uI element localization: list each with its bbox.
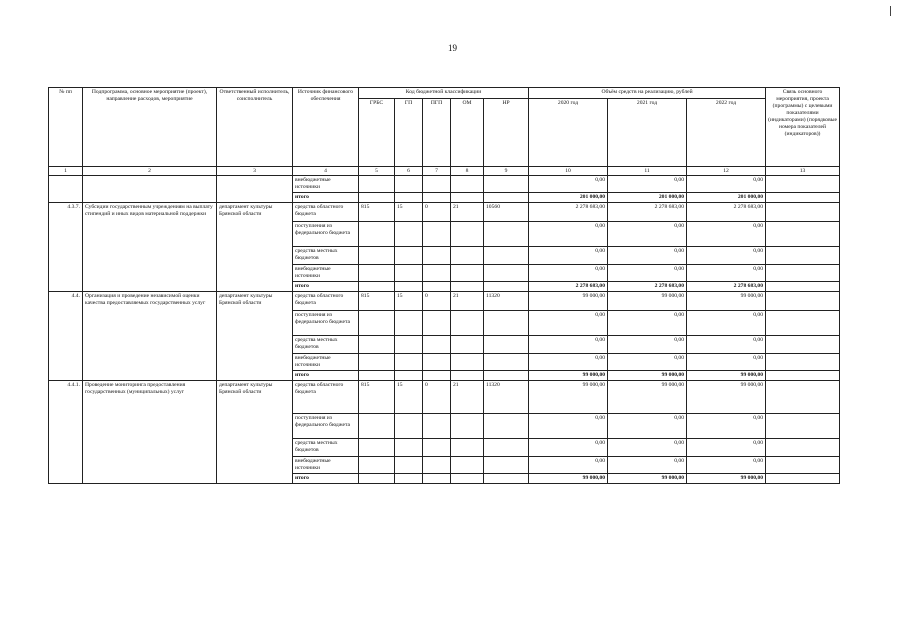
amount-cell: 2 278 683,00 <box>608 203 687 222</box>
amount-cell: 0,00 <box>529 457 608 474</box>
code-cell <box>395 336 423 354</box>
amount-cell: 0,00 <box>608 414 687 439</box>
link-cell <box>766 474 840 484</box>
source-cell: средства областного бюджета <box>293 381 359 414</box>
source-cell: средства областного бюджета <box>293 292 359 311</box>
link-cell <box>766 282 840 292</box>
code-cell <box>423 439 451 457</box>
header-num: № пп <box>49 88 83 167</box>
code-cell <box>395 176 423 193</box>
col-number: 10 <box>529 167 608 176</box>
code-cell <box>484 354 529 371</box>
budget-table <box>48 87 840 484</box>
amount-cell: 99 000,00 <box>608 371 687 381</box>
code-cell <box>484 371 529 381</box>
amount-cell: 99 000,00 <box>529 292 608 311</box>
col-number: 5 <box>359 167 395 176</box>
amount-cell: 0,00 <box>608 457 687 474</box>
code-cell <box>395 371 423 381</box>
amount-cell: 0,00 <box>529 336 608 354</box>
code-cell <box>423 336 451 354</box>
link-cell <box>766 265 840 282</box>
amount-cell: 0,00 <box>687 311 766 336</box>
pgp-cell: 0 <box>423 292 451 311</box>
amount-cell: 99 000,00 <box>529 474 608 484</box>
code-cell <box>451 265 484 282</box>
col-number: 7 <box>423 167 451 176</box>
header-2022: 2022 год <box>687 99 766 167</box>
code-cell <box>451 222 484 247</box>
code-cell <box>395 222 423 247</box>
amount-cell: 0,00 <box>608 439 687 457</box>
col-number: 2 <box>83 167 217 176</box>
amount-cell: 0,00 <box>529 176 608 193</box>
amount-cell: 0,00 <box>608 222 687 247</box>
link-cell <box>766 371 840 381</box>
amount-cell: 0,00 <box>529 414 608 439</box>
source-cell: средства местных бюджетов <box>293 336 359 354</box>
num-cell <box>49 176 83 203</box>
grbs-cell: 815 <box>359 292 395 311</box>
code-cell <box>451 336 484 354</box>
header-gp: ГП <box>395 99 423 167</box>
source-cell: поступления из федерального бюджета <box>293 311 359 336</box>
code-cell <box>359 354 395 371</box>
code-cell <box>395 439 423 457</box>
col-number: 13 <box>766 167 840 176</box>
om-cell: 21 <box>451 381 484 414</box>
source-cell: итого <box>293 371 359 381</box>
code-cell <box>359 457 395 474</box>
om-cell: 21 <box>451 292 484 311</box>
source-cell: итого <box>293 282 359 292</box>
item-number: 4.4. <box>49 292 83 381</box>
code-cell <box>451 193 484 203</box>
code-cell <box>395 474 423 484</box>
link-cell <box>766 439 840 457</box>
code-cell <box>484 247 529 265</box>
code-cell <box>359 247 395 265</box>
np-cell: 10560 <box>484 203 529 222</box>
source-cell: внебюджетные источники <box>293 457 359 474</box>
code-cell <box>423 457 451 474</box>
code-cell <box>423 247 451 265</box>
pgp-cell: 0 <box>423 203 451 222</box>
amount-cell: 99 000,00 <box>529 371 608 381</box>
amount-cell: 0,00 <box>608 311 687 336</box>
gp-cell: 15 <box>395 381 423 414</box>
amount-cell: 99 000,00 <box>529 381 608 414</box>
item-name: Субсидии государственным учреждениям на выплату стипендий и иных видов материальной поддержки <box>83 203 217 292</box>
col-number: 9 <box>484 167 529 176</box>
table-row <box>49 381 840 414</box>
amount-cell: 0,00 <box>608 354 687 371</box>
amount-cell: 201 000,00 <box>529 193 608 203</box>
code-cell <box>451 354 484 371</box>
code-cell <box>359 439 395 457</box>
amount-cell: 99 000,00 <box>608 474 687 484</box>
code-cell <box>395 193 423 203</box>
link-cell <box>766 457 840 474</box>
amount-cell: 0,00 <box>529 265 608 282</box>
code-cell <box>395 457 423 474</box>
amount-cell: 99 000,00 <box>608 292 687 311</box>
code-cell <box>423 282 451 292</box>
code-cell <box>484 222 529 247</box>
source-cell: итого <box>293 193 359 203</box>
col-number: 8 <box>451 167 484 176</box>
item-name: Организация и проведение независимой оценки качества предоставляемых государственных услуг <box>83 292 217 381</box>
code-cell <box>423 193 451 203</box>
code-cell <box>484 176 529 193</box>
code-cell <box>395 247 423 265</box>
code-cell <box>451 474 484 484</box>
table-row <box>49 292 840 311</box>
np-cell: 11320 <box>484 381 529 414</box>
link-cell <box>766 193 840 203</box>
code-cell <box>484 265 529 282</box>
amount-cell: 0,00 <box>529 222 608 247</box>
col-number: 1 <box>49 167 83 176</box>
amount-cell: 99 000,00 <box>608 381 687 414</box>
header-2021: 2021 год <box>608 99 687 167</box>
code-cell <box>359 193 395 203</box>
link-cell <box>766 354 840 371</box>
code-cell <box>423 474 451 484</box>
amount-cell: 2 278 683,00 <box>529 282 608 292</box>
item-executor: департамент культуры Брянской области <box>217 203 293 292</box>
item-number: 4.4.1. <box>49 381 83 484</box>
scan-edge-mark <box>890 6 891 16</box>
source-cell: итого <box>293 474 359 484</box>
link-cell <box>766 311 840 336</box>
source-cell: внебюджетные источники <box>293 354 359 371</box>
code-cell <box>395 265 423 282</box>
link-cell <box>766 336 840 354</box>
amount-cell: 0,00 <box>608 336 687 354</box>
np-cell: 11320 <box>484 292 529 311</box>
code-cell <box>451 176 484 193</box>
table-row <box>49 176 840 193</box>
link-cell <box>766 292 840 311</box>
amount-cell: 0,00 <box>687 176 766 193</box>
amount-cell: 2 278 683,00 <box>687 282 766 292</box>
link-cell <box>766 176 840 193</box>
code-cell <box>451 311 484 336</box>
code-cell <box>451 457 484 474</box>
code-cell <box>451 414 484 439</box>
code-cell <box>423 176 451 193</box>
item-name: Проведение мониторинга предоставления государственных (муниципальных) услуг <box>83 381 217 484</box>
link-cell <box>766 203 840 222</box>
amount-cell: 201 000,00 <box>608 193 687 203</box>
code-cell <box>451 247 484 265</box>
code-cell <box>359 311 395 336</box>
code-cell <box>423 265 451 282</box>
code-cell <box>359 414 395 439</box>
amount-cell: 0,00 <box>608 247 687 265</box>
program-cell <box>83 176 217 203</box>
source-cell: поступления из федерального бюджета <box>293 414 359 439</box>
code-cell <box>359 265 395 282</box>
amount-cell: 0,00 <box>687 222 766 247</box>
code-cell <box>395 282 423 292</box>
amount-cell: 2 278 683,00 <box>529 203 608 222</box>
amount-cell: 0,00 <box>529 439 608 457</box>
column-number-row <box>49 167 840 176</box>
code-cell <box>451 439 484 457</box>
amount-cell: 99 000,00 <box>687 371 766 381</box>
code-cell <box>359 222 395 247</box>
code-cell <box>423 311 451 336</box>
source-cell: средства местных бюджетов <box>293 247 359 265</box>
amount-cell: 0,00 <box>687 247 766 265</box>
amount-cell: 0,00 <box>687 336 766 354</box>
gp-cell: 15 <box>395 292 423 311</box>
source-cell: внебюджетные источники <box>293 265 359 282</box>
amount-cell: 0,00 <box>687 354 766 371</box>
code-cell <box>484 193 529 203</box>
header-2020: 2020 год <box>529 99 608 167</box>
code-cell <box>484 414 529 439</box>
header-grbs: ГРБС <box>359 99 395 167</box>
amount-cell: 201 000,00 <box>687 193 766 203</box>
code-cell <box>395 354 423 371</box>
code-cell <box>423 414 451 439</box>
item-number: 4.3.7. <box>49 203 83 292</box>
amount-cell: 0,00 <box>608 176 687 193</box>
header-link: Связь основного мероприятия, проекта (программы) с целевыми показателями (индикаторами) (порядковые номера показателей (индикаторов)) <box>766 88 840 167</box>
amount-cell: 2 278 683,00 <box>687 203 766 222</box>
gp-cell: 15 <box>395 203 423 222</box>
amount-cell: 0,00 <box>687 439 766 457</box>
amount-cell: 99 000,00 <box>687 474 766 484</box>
code-cell <box>484 439 529 457</box>
code-cell <box>484 336 529 354</box>
amount-cell: 2 278 683,00 <box>608 282 687 292</box>
amount-cell: 99 000,00 <box>687 381 766 414</box>
amount-cell: 0,00 <box>687 457 766 474</box>
header-executor: Ответственный исполнитель, соисполнитель <box>217 88 293 167</box>
link-cell <box>766 414 840 439</box>
col-number: 12 <box>687 167 766 176</box>
code-cell <box>359 371 395 381</box>
grbs-cell: 815 <box>359 381 395 414</box>
col-number: 3 <box>217 167 293 176</box>
header-pgp: ПГП <box>423 99 451 167</box>
code-cell <box>423 354 451 371</box>
code-cell <box>395 414 423 439</box>
table-row <box>49 203 840 222</box>
code-cell <box>423 371 451 381</box>
code-cell <box>451 371 484 381</box>
amount-cell: 99 000,00 <box>687 292 766 311</box>
code-cell <box>484 474 529 484</box>
header-row-1 <box>49 88 840 99</box>
col-number: 4 <box>293 167 359 176</box>
code-cell <box>484 311 529 336</box>
code-cell <box>484 282 529 292</box>
code-cell <box>359 176 395 193</box>
amount-cell: 0,00 <box>529 247 608 265</box>
code-cell <box>359 336 395 354</box>
amount-cell: 0,00 <box>687 265 766 282</box>
source-cell: поступления из федерального бюджета <box>293 222 359 247</box>
amount-cell: 0,00 <box>529 311 608 336</box>
col-number: 11 <box>608 167 687 176</box>
header-budget-code: Код бюджетной классификации <box>359 88 529 99</box>
source-cell: внебюджетные источники <box>293 176 359 193</box>
code-cell <box>423 222 451 247</box>
code-cell <box>359 282 395 292</box>
pgp-cell: 0 <box>423 381 451 414</box>
header-program: Подпрограмма, основное мероприятие (проект), направление расходов, мероприятие <box>83 88 217 167</box>
header-volume: Объём средств на реализацию, рублей <box>529 88 766 99</box>
header-source: Источник финансового обеспечения <box>293 88 359 167</box>
header-np: НР <box>484 99 529 167</box>
item-executor: департамент культуры Брянской области <box>217 381 293 484</box>
amount-cell: 0,00 <box>608 265 687 282</box>
link-cell <box>766 381 840 414</box>
code-cell <box>359 474 395 484</box>
col-number: 6 <box>395 167 423 176</box>
code-cell <box>395 311 423 336</box>
code-cell <box>484 457 529 474</box>
executor-cell <box>217 176 293 203</box>
grbs-cell: 815 <box>359 203 395 222</box>
source-cell: средства местных бюджетов <box>293 439 359 457</box>
link-cell <box>766 222 840 247</box>
amount-cell: 0,00 <box>687 414 766 439</box>
code-cell <box>451 282 484 292</box>
page-number: 19 <box>448 43 457 53</box>
link-cell <box>766 247 840 265</box>
item-executor: департамент культуры Брянской области <box>217 292 293 381</box>
om-cell: 21 <box>451 203 484 222</box>
source-cell: средства областного бюджета <box>293 203 359 222</box>
header-om: ОМ <box>451 99 484 167</box>
amount-cell: 0,00 <box>529 354 608 371</box>
